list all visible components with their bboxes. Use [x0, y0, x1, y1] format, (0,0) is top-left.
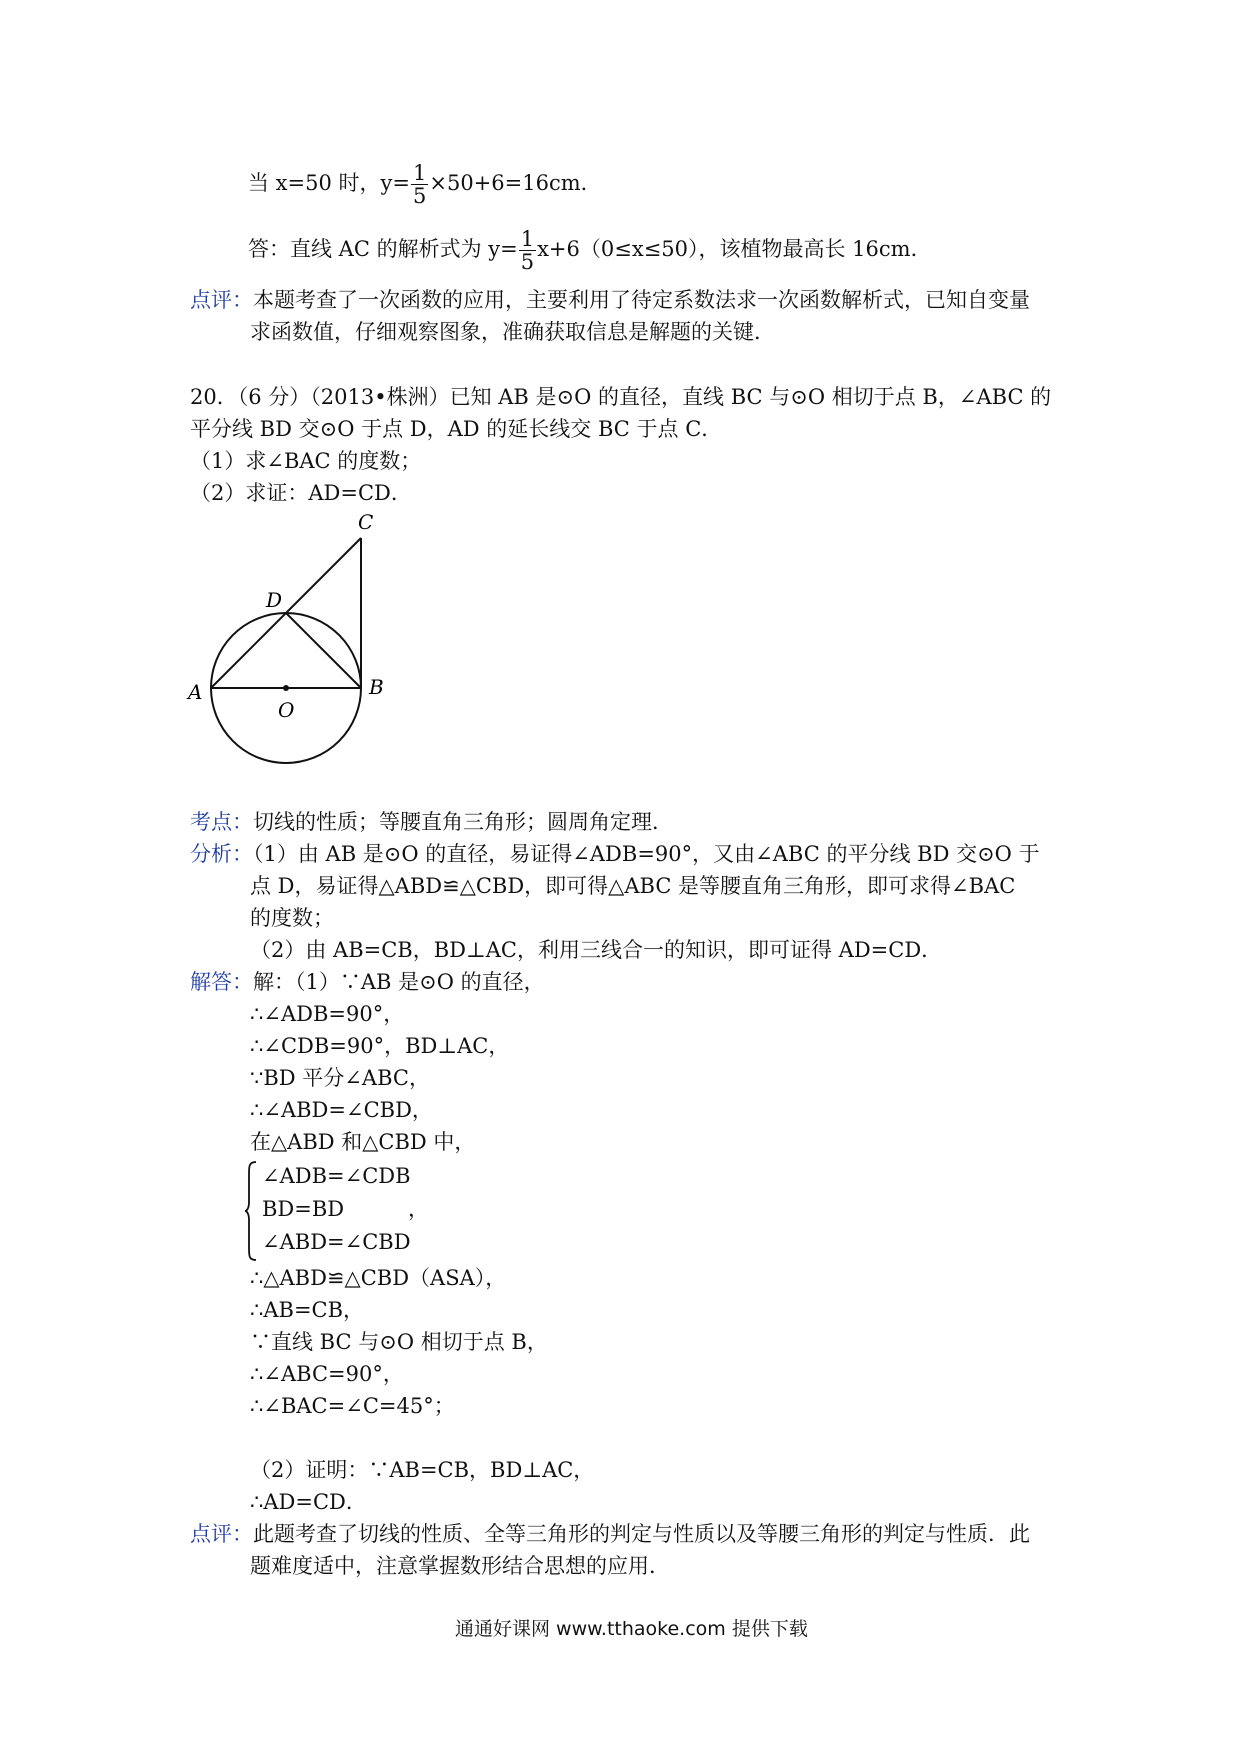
comment-tag: 点评： [190, 288, 253, 312]
label-b: B [369, 675, 384, 699]
problem-line-1: 20．（6 分）（2013•株洲）已知 AB 是⊙O 的直径，直线 BC 与⊙O 相切于点 B，∠ABC 的 [190, 385, 1052, 409]
solution-step: ∴△ABD≌△CBD（ASA）， [250, 1266, 507, 1290]
geometry-figure [180, 505, 410, 785]
prev-comment-line-2: 求函数值，仔细观察图象，准确获取信息是解题的关键． [250, 320, 775, 344]
solution-step: ∴∠ABD=∠CBD， [250, 1098, 433, 1122]
answer-line-1-pre: 当 x=50 时，y= [248, 171, 410, 195]
label-c: C [358, 510, 374, 534]
jieda-line-1: 解答：解：（1）∵AB 是⊙O 的直径， [190, 970, 545, 994]
solution-step: ∴∠CDB=90°，BD⊥AC， [250, 1034, 510, 1058]
page-footer: 通通好课网 www.tthaoke.com 提供下载 [455, 1618, 808, 1640]
system-eq-3: ∠ABD=∠CBD [262, 1230, 411, 1254]
center-point [283, 685, 289, 691]
answer-line-2: 答：直线 AC 的解析式为 y= $\frac{1}{5}$ x+6（0≤x≤50），该植物最高长 16cm． [248, 227, 932, 274]
solution-step: ∵直线 BC 与⊙O 相切于点 B， [250, 1330, 548, 1354]
fraction: $\frac{1}{5}$ [520, 227, 535, 274]
fraction: $\frac{1}{5}$ [412, 161, 427, 208]
question-2: （2）求证：AD=CD． [190, 481, 412, 505]
label-o: O [278, 698, 295, 722]
question-1: （1）求∠BAC 的度数； [190, 449, 422, 473]
fenxi-line-2: 点 D，易证得△ABD≌△CBD，即可得△ABC 是等腰直角三角形，即可求得∠BAC [250, 874, 1016, 898]
system-brace [244, 1160, 258, 1262]
fenxi-tag: 分析： [190, 842, 253, 866]
dianping-line-1: 点评：此题考查了切线的性质、全等三角形的判定与性质以及等腰三角形的判定与性质．此 [190, 1522, 1030, 1546]
kaodian-tag: 考点： [190, 810, 253, 834]
dianping-tag: 点评： [190, 1522, 253, 1546]
fenxi-line-4: （2）由 AB=CB，BD⊥AC，利用三线合一的知识，即可证得 AD=CD． [250, 938, 943, 962]
problem-line-2: 平分线 BD 交⊙O 于点 D，AD 的延长线交 BC 于点 C． [190, 417, 723, 441]
kaodian-line: 考点：切线的性质；等腰直角三角形；圆周角定理． [190, 810, 673, 834]
solution-step: ∴AB=CB， [250, 1298, 365, 1322]
solution-step: ∵BD 平分∠ABC， [250, 1066, 430, 1090]
answer-line-1-post: ×50+6=16cm． [429, 171, 602, 195]
prev-comment-line-1: 点评：本题考查了一次函数的应用，主要利用了待定系数法求一次函数解析式，已知自变量 [190, 288, 1030, 312]
fenxi-line-3: 的度数； [250, 906, 334, 930]
fenxi-line-1: 分析：（1）由 AB 是⊙O 的直径，易证得∠ADB=90°，又由∠ABC 的平分线 BD 交⊙O 于 [190, 842, 1040, 866]
label-a: A [188, 680, 203, 704]
solution-step: ∴∠ADB=90°， [250, 1002, 405, 1026]
proof-line-1: （2）证明：∵AB=CB，BD⊥AC， [250, 1458, 595, 1482]
dianping-line-2: 题难度适中，注意掌握数形结合思想的应用． [250, 1554, 670, 1578]
system-eq-2: BD=BD [262, 1197, 345, 1221]
jieda-tag: 解答： [190, 970, 253, 994]
proof-line-2: ∴AD=CD． [250, 1490, 367, 1514]
answer-line-1 [248, 162, 602, 207]
solution-step: 在△ABD 和△CBD 中， [250, 1130, 476, 1154]
system-comma: ， [408, 1197, 429, 1221]
label-d: D [266, 588, 283, 612]
solution-step: ∴∠BAC=∠C=45°； [250, 1394, 455, 1418]
chord-bd [286, 613, 361, 688]
system-eq-1: ∠ADB=∠CDB [262, 1164, 411, 1188]
solution-step: ∴∠ABC=90°， [250, 1362, 404, 1386]
